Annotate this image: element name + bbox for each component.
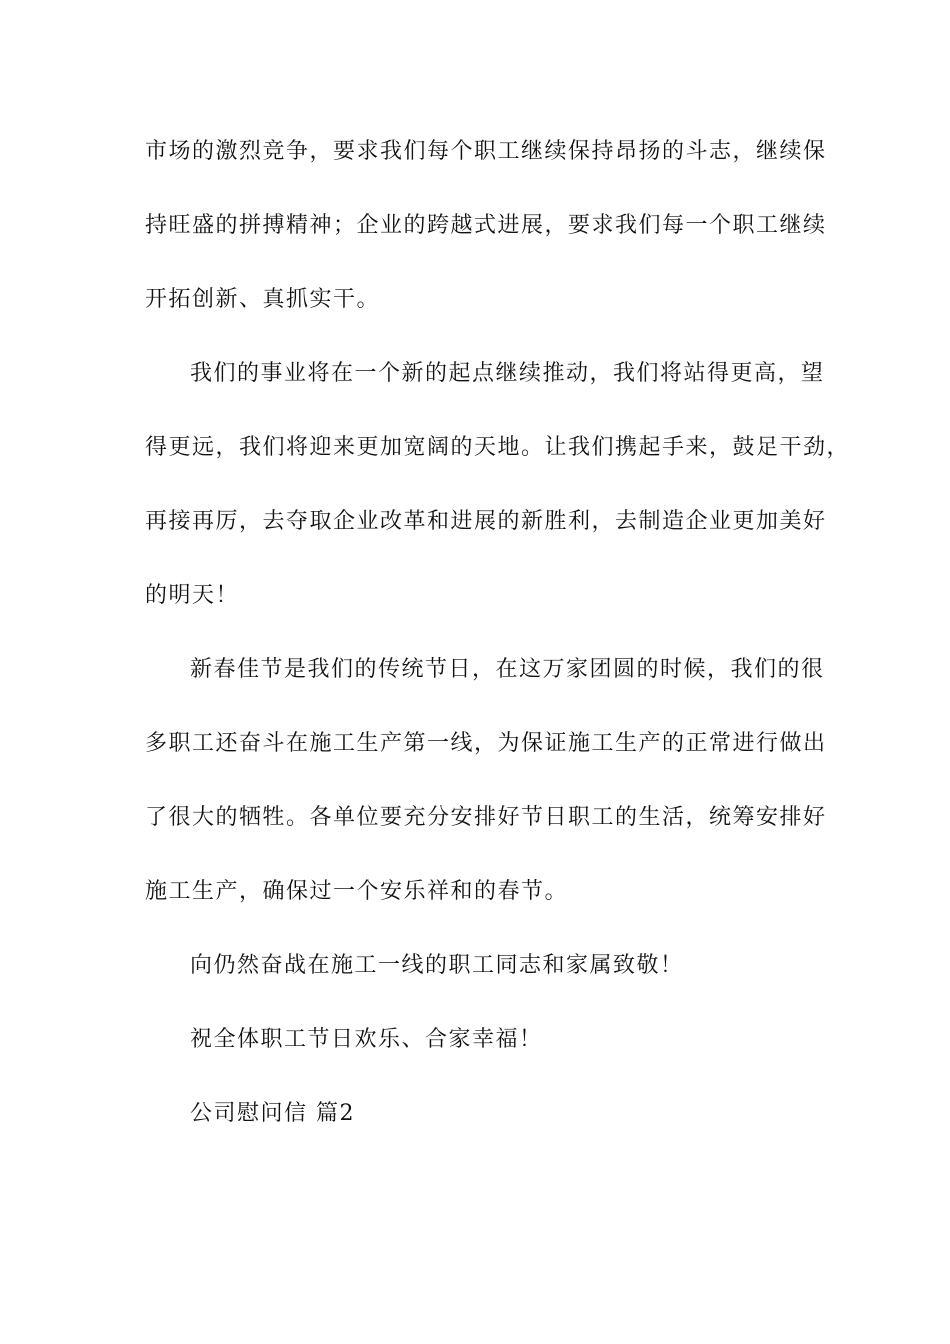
text-line: 再接再厉，去夺取企业改革和进展的新胜利，去制造企业更加美好 <box>145 509 827 534</box>
paragraph-first-line: 祝全体职工节日欢乐、合家幸福！ <box>190 1027 543 1052</box>
text-line: 市场的激烈竞争，要求我们每个职工继续保持昂扬的斗志，继续保 <box>145 139 827 164</box>
paragraph-first-line: 新春佳节是我们的传统节日，在这万家团圆的时候，我们的很 <box>190 657 825 682</box>
paragraph-first-line: 我们的事业将在一个新的起点继续推动，我们将站得更高，望 <box>190 361 825 386</box>
text-line: 持旺盛的拼搏精神；企业的跨越式进展，要求我们每一个职工继续 <box>145 213 827 238</box>
section-heading: 公司慰问信 篇2 <box>190 1101 355 1126</box>
paragraph-first-line: 向仍然奋战在施工一线的职工同志和家属致敬！ <box>190 953 684 978</box>
text-line: 多职工还奋斗在施工生产第一线，为保证施工生产的正常进行做出 <box>145 731 827 756</box>
text-line: 施工生产，确保过一个安乐祥和的春节。 <box>145 879 569 904</box>
text-line: 了很大的牺牲。各单位要充分安排好节日职工的生活，统筹安排好 <box>145 805 827 830</box>
text-line: 开拓创新、真抓实干。 <box>145 287 381 312</box>
text-line: 得更远，我们将迎来更加宽阔的天地。让我们携起手来，鼓足干劲， <box>145 435 851 460</box>
text-line: 的明天！ <box>145 583 240 608</box>
